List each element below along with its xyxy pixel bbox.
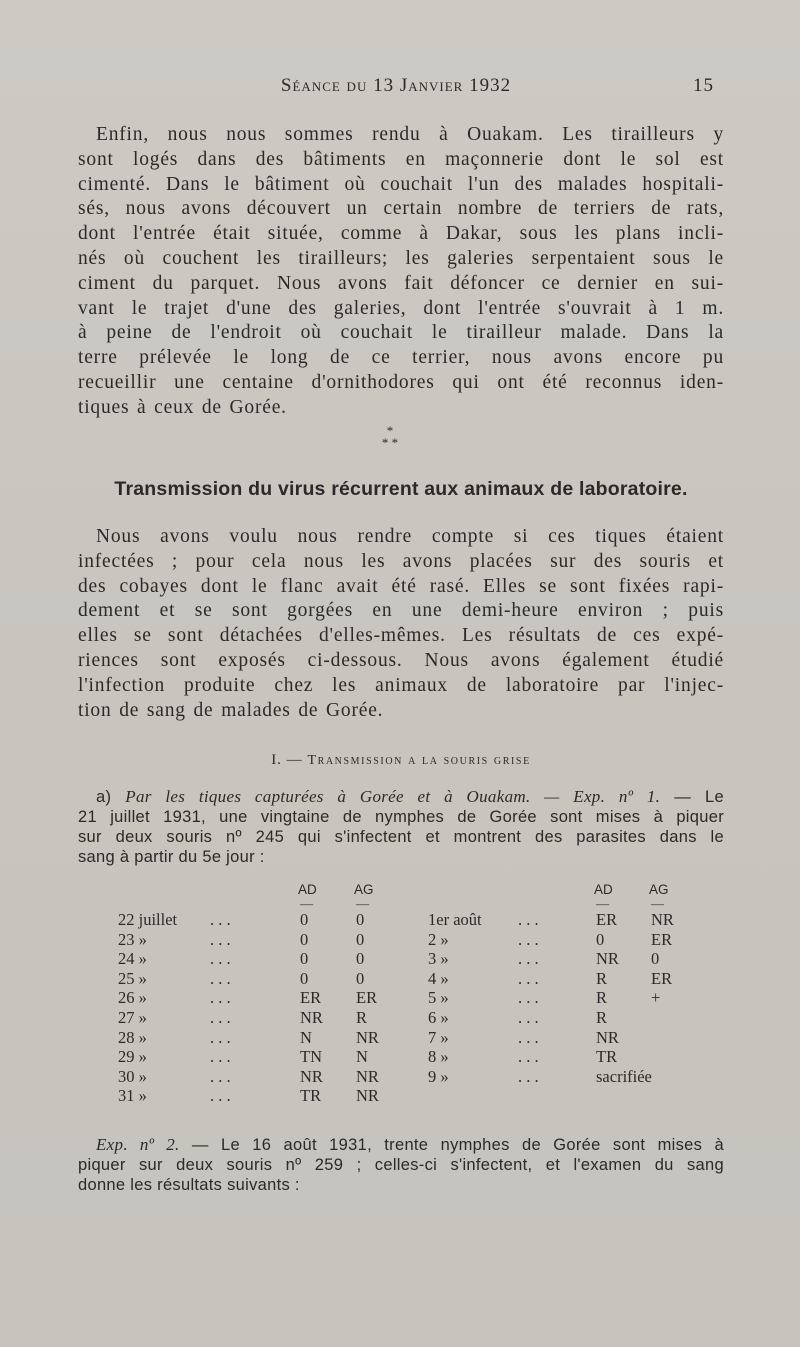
table-value-ag: 0 — [356, 949, 365, 969]
text-line: ciment du parquet. Nous avons fait défoncer ce dernier en sui- — [78, 272, 724, 294]
subheading-text: Transmission a la souris grise — [307, 753, 531, 768]
text-line: donne les résultats suivants : — [78, 1176, 300, 1194]
table-value-ag: ER — [651, 968, 673, 988]
table-value-ad: NR — [300, 1066, 323, 1086]
line-rest: — Le — [660, 788, 725, 806]
table-day: 28 » — [118, 1027, 147, 1047]
paragraph-exp1 — [78, 787, 724, 867]
table-value-ag: NR — [356, 1027, 379, 1047]
text-line: terre prélevée le long de ce terrier, nous avons encore pu — [78, 347, 724, 369]
leader-dots: . . . — [210, 1086, 231, 1106]
table-value-ad: TR — [596, 1047, 618, 1067]
leader-dots: . . . — [518, 988, 539, 1008]
text-line: dont l'entrée était située, comme à Dakar, sous les plans incli- — [78, 223, 724, 245]
table-day: 22 juillet — [118, 910, 178, 929]
table-day: 25 » — [118, 968, 147, 988]
leader-dots: . . . — [210, 910, 231, 929]
table-value-ag: 0 — [651, 949, 660, 969]
leader-dots: . . . — [210, 1008, 231, 1027]
table-value-ad: ER — [300, 988, 322, 1008]
table-value-ag: + — [651, 988, 661, 1008]
text-line — [78, 1135, 724, 1155]
table-day: 30 » — [118, 1066, 147, 1086]
leader-dots: . . . — [518, 1066, 539, 1086]
paragraph-transmission — [78, 525, 724, 723]
leader-dots: . . . — [518, 1008, 539, 1027]
line-rest: — Le 16 août 1931, trente nymphes de Gorée sont mises à — [179, 1136, 725, 1154]
header-rule: — — [651, 896, 664, 911]
item-letter: a) — [96, 788, 126, 806]
table-value-ad: NR — [300, 1008, 323, 1027]
header-title: Séance du 13 Janvier 1932 — [280, 75, 512, 96]
table-value-ad: R — [596, 1008, 608, 1027]
text-line: 21 juillet 1931, une vingtaine de nymphes de Gorée sont mises à piquer — [78, 808, 724, 826]
leader-dots: . . . — [210, 1047, 231, 1067]
header-rule: — — [596, 896, 609, 911]
table-value-ad: R — [596, 968, 608, 988]
table-value-ad: TR — [300, 1086, 322, 1106]
leader-dots: . . . — [210, 929, 231, 949]
paragraph-ouakam — [78, 123, 724, 421]
italic-text: Exp. nº 2. — [96, 1135, 180, 1154]
asterism-separator: * * * — [381, 423, 399, 450]
text-line: recueillir une centaine d'ornithodores qui ont été reconnus iden- — [78, 371, 724, 393]
table-value-ag: 0 — [356, 968, 365, 988]
table-value-ag: ER — [651, 929, 673, 949]
table-day: 1er août — [428, 910, 482, 929]
leader-dots: . . . — [210, 949, 231, 969]
table-value-ad: NR — [596, 1027, 619, 1047]
leader-dots: . . . — [518, 910, 539, 929]
results-table — [78, 882, 724, 1122]
table-value-ad: ER — [596, 910, 618, 929]
table-value-ag: ER — [356, 988, 378, 1008]
column-header-ag: AG — [354, 882, 374, 897]
table-day: 27 » — [118, 1008, 147, 1027]
table-value-ad: N — [300, 1027, 312, 1047]
leader-dots: . . . — [210, 1027, 231, 1047]
table-value-ag: NR — [356, 1086, 379, 1106]
column-header-ad: AD — [594, 882, 613, 897]
text-line: tiques à ceux de Gorée. — [78, 396, 287, 418]
leader-dots: . . . — [210, 1066, 231, 1086]
leader-dots: . . . — [518, 968, 539, 988]
table-value-ad: 0 — [300, 968, 309, 988]
table-value-ag: 0 — [356, 929, 365, 949]
table-value-ad: 0 — [300, 929, 309, 949]
text-line: des cobayes dont le flanc avait été rasé. Elles se sont fixées rapi- — [78, 575, 724, 597]
header-rule: — — [356, 896, 369, 911]
text-line: vant le trajet d'une des galeries, dont l'entrée s'ouvrait à 1 m. — [78, 297, 724, 319]
table-day: 24 » — [118, 949, 147, 969]
leader-dots: . . . — [210, 968, 231, 988]
text-line: tion de sang de malades de Gorée. — [78, 699, 384, 721]
table-day: 7 » — [428, 1027, 449, 1047]
text-line: sont logés dans des bâtiments en maçonnerie dont le sol est — [78, 148, 724, 170]
text-line: l'infection produite chez les animaux de laboratoire par l'injec- — [78, 674, 724, 696]
text-line: infectées ; pour cela nous les avons placées sur des souris et — [78, 550, 724, 572]
table-value-ad: sacrifiée — [596, 1066, 652, 1086]
text-line: à peine de l'endroit où couchait le tirailleur malade. Dans la — [78, 322, 724, 344]
text-line: dement et se sont gorgées en une demi-heure environ ; puis — [78, 600, 724, 622]
subheading-numeral: I. — — [271, 752, 303, 768]
table-value-ad: 0 — [596, 929, 605, 949]
table-day: 31 » — [118, 1086, 147, 1106]
paragraph-exp2 — [78, 1135, 724, 1195]
text-line: riences sont exposés ci-dessous. Nous avons également étudié — [78, 649, 724, 671]
table-value-ag: N — [356, 1047, 368, 1067]
table-day: 8 » — [428, 1047, 449, 1067]
leader-dots: . . . — [518, 949, 539, 969]
text-line: Nous avons voulu nous rendre compte si ces tiques étaient — [96, 526, 724, 547]
table-value-ad: 0 — [300, 910, 309, 929]
text-line: sang à partir du 5e jour : — [78, 848, 265, 866]
text-line: elles se sont détachées d'elles-mêmes. Les résultats de ces expé- — [78, 625, 724, 647]
leader-dots: . . . — [518, 1027, 539, 1047]
running-header — [78, 75, 714, 103]
column-header-ad: AD — [298, 882, 317, 897]
table-value-ad: R — [596, 988, 608, 1008]
text-line: sur deux souris nº 245 qui s'infectent et montrent des parasites dans le — [78, 828, 724, 846]
column-header-ag: AG — [649, 882, 669, 897]
table-day: 29 » — [118, 1047, 147, 1067]
text-line: piquer sur deux souris nº 259 ; celles-ci s'infectent, et l'examen du sang — [78, 1156, 724, 1174]
table-value-ad: NR — [596, 949, 619, 969]
table-value-ag: R — [356, 1008, 368, 1027]
table-value-ag: 0 — [356, 910, 365, 929]
table-day: 6 » — [428, 1008, 449, 1027]
text-line: Enfin, nous nous sommes rendu à Ouakam. Les tirailleurs y — [96, 124, 724, 145]
table-day: 2 » — [428, 929, 449, 949]
leader-dots: . . . — [518, 1047, 539, 1067]
subheading — [78, 752, 724, 769]
table-day: 9 » — [428, 1066, 449, 1086]
table-value-ag: NR — [651, 910, 674, 929]
page-number: 15 — [693, 75, 714, 96]
text-line: cimenté. Dans le bâtiment où couchait l'un des malades hospitali- — [78, 173, 724, 195]
table-day: 4 » — [428, 968, 449, 988]
table-day: 26 » — [118, 988, 147, 1008]
table-day: 3 » — [428, 949, 449, 969]
table-day: 5 » — [428, 988, 449, 1008]
table-value-ag: NR — [356, 1066, 379, 1086]
italic-text: Par les tiques capturées à Gorée et à Ouakam. — Exp. nº 1. — [125, 787, 661, 806]
leader-dots: . . . — [210, 988, 231, 1008]
text-line: nés où couchent les tirailleurs; les galeries serpentaient sous le — [78, 247, 724, 269]
leader-dots: . . . — [518, 929, 539, 949]
table-value-ad: TN — [300, 1047, 322, 1067]
header-rule: — — [300, 896, 313, 911]
text-line — [78, 787, 724, 807]
table-day: 23 » — [118, 929, 147, 949]
table-value-ad: 0 — [300, 949, 309, 969]
text-line: sés, nous avons découvert un certain nombre de terriers de rats, — [78, 198, 724, 220]
section-title: Transmission du virus récurrent aux animaux de laboratoire. — [114, 478, 688, 500]
